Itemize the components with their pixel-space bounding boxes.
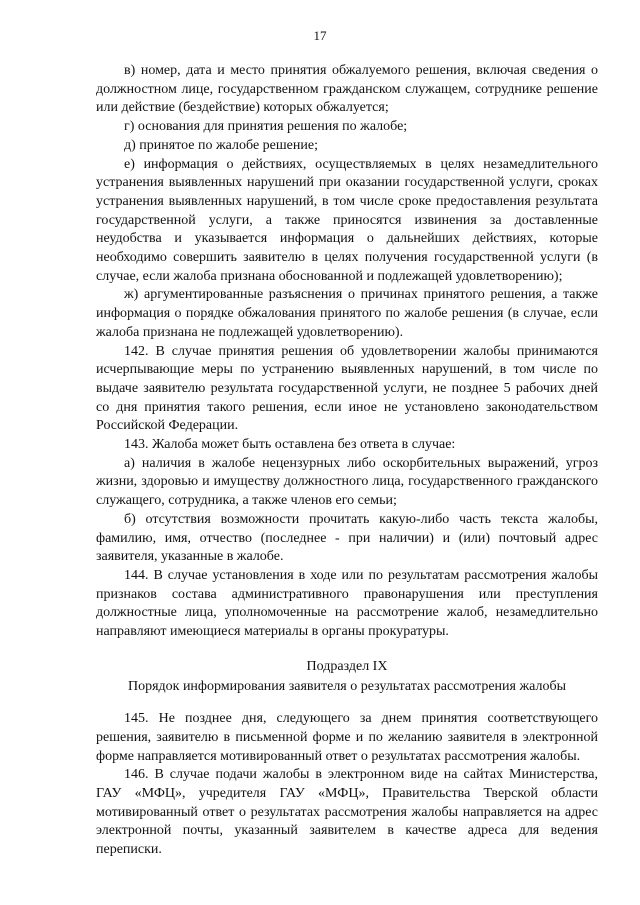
paragraph-145: 145. Не позднее дня, следующего за днем принятия соответствующего решения, заявителю в письменной форме и по желанию заявителя в электронной форме направляется мотивированный ответ о результатах рассмотрения жалобы. [96,711,598,764]
paragraph-item-zh: ж) аргументированные разъяснения о причинах принятого решения, а также информация о порядке обжалования принятого по жалобе решения (в случае, если жалоба признана не подлежащей удовлетворению). [96,287,598,340]
paragraph-item-d: д) принятое по жалобе решение; [124,137,318,153]
paragraph-item-g: г) основания для принятия решения по жалобе; [124,119,408,135]
subsection-heading: Подраздел IX [306,658,388,674]
paragraph-144: 144. В случае установления в ходе или по результатам рассмотрения жалобы признаков состава административного правонарушения или преступления должностные лица, уполномоченные на рассмотрение жалоб, незамедлительно направляют имеющиеся материалы в органы прокуратуры. [96,567,598,640]
paragraph-142: 142. В случае принятия решения об удовлетворении жалобы принимаются исчерпывающие меры по устранению выявленных нарушений, в том числе по выдаче заявителю результата государственной услуги, не позднее 5 рабочих дней со дня принятия такого решения, если иное не установлено законодательством Российской Федерации. [96,343,598,434]
paragraph-143-a: а) наличия в жалобе нецензурных либо оскорбительных выражений, угроз жизни, здоровью и имуществу должностного лица, государственного гражданского служащего, сотрудника, а также членов его семьи; [96,455,598,509]
document-body [96,62,598,860]
subsection-title: Порядок информирования заявителя о результатах рассмотрения жалобы [127,678,567,694]
paragraph-143: 143. Жалоба может быть оставлена без ответа в случае: [124,437,456,453]
paragraph-item-v: в) номер, дата и место принятия обжалуемого решения, включая сведения о должностном лице, государственном гражданском служащем, сотруднике решение или действие (бездействие) которых обжалуется; [96,63,598,116]
paragraph-item-e: е) информация о действиях, осуществляемых в целях незамедлительного устранения выявленных нарушений при оказании государственной услуги, сроках устранения выявленных нарушений, в том числе сроке предоставления результата государственной услуги, а также приносятся извинения за доставленные неудобства и указывается информация о дальнейших действиях, которые необходимо совершить заявителю в целях получения государственной услуги (в случае, если жалоба признана обоснованной и подлежащей удовлетворению); [96,156,598,284]
page-number: 17 [313,28,327,43]
paragraph-143-b: б) отсутствия возможности прочитать какую-либо часть текста жалобы, фамилию, имя, отчество (последнее - при наличии) и (или) почтовый адрес заявителя, указанные в жалобе. [96,511,598,565]
paragraph-146: 146. В случае подачи жалобы в электронном виде на сайтах Министерства, ГАУ «МФЦ», учредителя ГАУ «МФЦ», Правительства Тверской области мотивированный ответ о результатах рассмотрения жалобы направляется на адрес электронной почты, указанный заявителем в качестве адреса для ведения переписки. [96,767,598,858]
